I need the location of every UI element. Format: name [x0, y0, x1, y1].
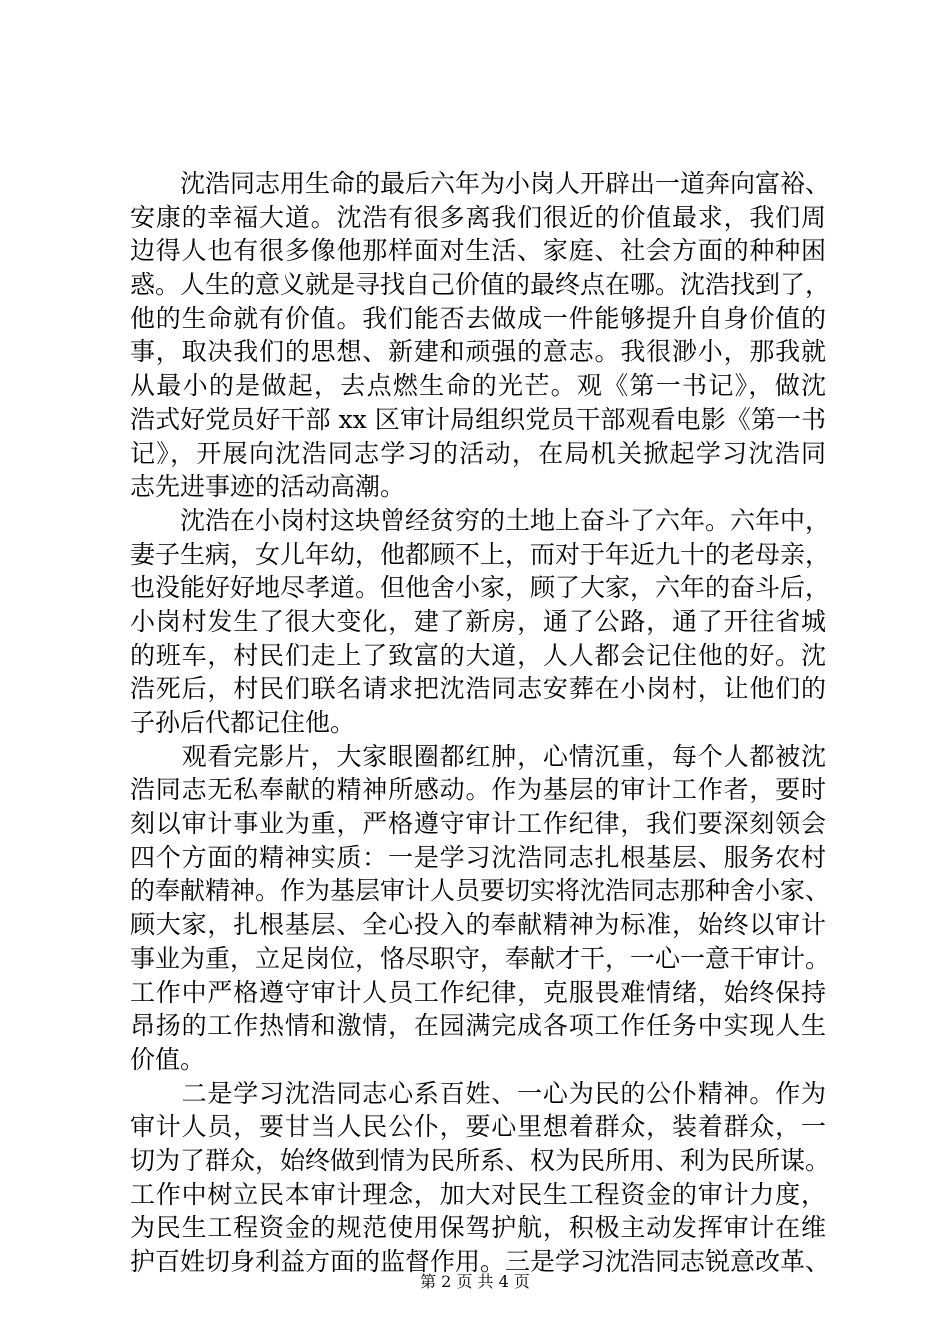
text-line: 浩同志无私奉献的精神所感动。作为基层的审计工作者，要时 [130, 775, 826, 805]
text-line: 护百姓切身利益方面的监督作用。三是学习沈浩同志锐意改革、 [130, 1247, 831, 1276]
text-line: 安康的幸福大道。沈浩有很多离我们很近的价值最求，我们周 [130, 202, 826, 232]
text-line: 刻以审计事业为重，严格遵守审计工作纪律，我们要深刻领会 [130, 809, 826, 839]
text-line: 的奉献精神。作为基层审计人员要切实将沈浩同志那种舍小家、 [130, 876, 831, 906]
text-line: 为民生工程资金的规范使用保驾护航，积极主动发挥审计在维 [130, 1213, 826, 1243]
text-line: 二是学习沈浩同志心系百姓、一心为民的公仆精神。作为 [130, 1078, 826, 1108]
text-line: 四个方面的精神实质：一是学习沈浩同志扎根基层、服务农村 [130, 842, 826, 872]
document-body [130, 167, 831, 1279]
paragraph [130, 740, 831, 1077]
text-line: 事，取决我们的思想、新建和顽强的意志。我很渺小，那我就 [130, 337, 826, 367]
paragraph [130, 1077, 831, 1279]
text-line: 工作中严格遵守审计人员工作纪律，克服畏难情绪，始终保持 [130, 977, 826, 1007]
text-line: 浩死后，村民们联名请求把沈浩同志安葬在小岗村，让他们的 [130, 674, 826, 704]
text-line: 价值。 [130, 1044, 206, 1074]
paragraph [130, 504, 831, 740]
text-line: 昂扬的工作热情和激情，在园满完成各项工作任务中实现人生 [130, 1011, 826, 1041]
text-line: 记》，开展向沈浩同志学习的活动，在局机关掀起学习沈浩同 [130, 438, 826, 468]
text-line: 的班车，村民们走上了致富的大道，人人都会记住他的好。沈 [130, 640, 826, 670]
page-number-footer: 第 2 页 共 4 页 [420, 1272, 530, 1291]
text-line: 浩式好党员好干部 xx 区审计局组织党员干部观看电影《第一书 [130, 404, 826, 434]
text-line: 观看完影片，大家眼圈都红肿，心情沉重，每个人都被沈 [130, 741, 826, 771]
text-line: 妻子生病，女儿年幼，他都顾不上，而对于年近九十的老母亲， [130, 539, 831, 569]
text-line: 小岗村发生了很大变化，建了新房，通了公路，通了开往省城 [130, 606, 826, 636]
text-line: 子孙后代都记住他。 [130, 708, 356, 737]
text-line: 沈浩同志用生命的最后六年为小岗人开辟出一道奔向富裕、 [130, 169, 831, 198]
text-line: 顾大家，扎根基层、全心投入的奉献精神为标准，始终以审计 [130, 910, 826, 940]
text-line: 惑。人生的意义就是寻找自己价值的最终点在哪。沈浩找到了， [130, 270, 831, 300]
paragraph [130, 167, 831, 504]
text-line: 沈浩在小岗村这块曾经贫穷的土地上奋斗了六年。六年中， [130, 505, 831, 535]
text-line: 从最小的是做起，去点燃生命的光芒。观《第一书记》，做沈 [130, 371, 826, 401]
text-line: 志先进事迹的活动高潮。 [130, 472, 406, 502]
text-line: 审计人员，要甘当人民公仆，要心里想着群众，装着群众，一 [130, 1112, 826, 1142]
text-line: 也没能好好地尽孝道。但他舍小家，顾了大家，六年的奋斗后， [130, 573, 831, 603]
text-line: 他的生命就有价值。我们能否去做成一件能够提升自身价值的 [130, 303, 826, 333]
text-line: 工作中树立民本审计理念，加大对民生工程资金的审计力度， [130, 1179, 826, 1209]
text-line: 事业为重，立足岗位，恪尽职守，奉献才干，一心一意干审计。 [130, 943, 831, 973]
text-line: 边得人也有很多像他那样面对生活、家庭、社会方面的种种困 [130, 236, 826, 266]
text-line: 切为了群众，始终做到情为民所系、权为民所用、利为民所谋。 [130, 1145, 831, 1175]
